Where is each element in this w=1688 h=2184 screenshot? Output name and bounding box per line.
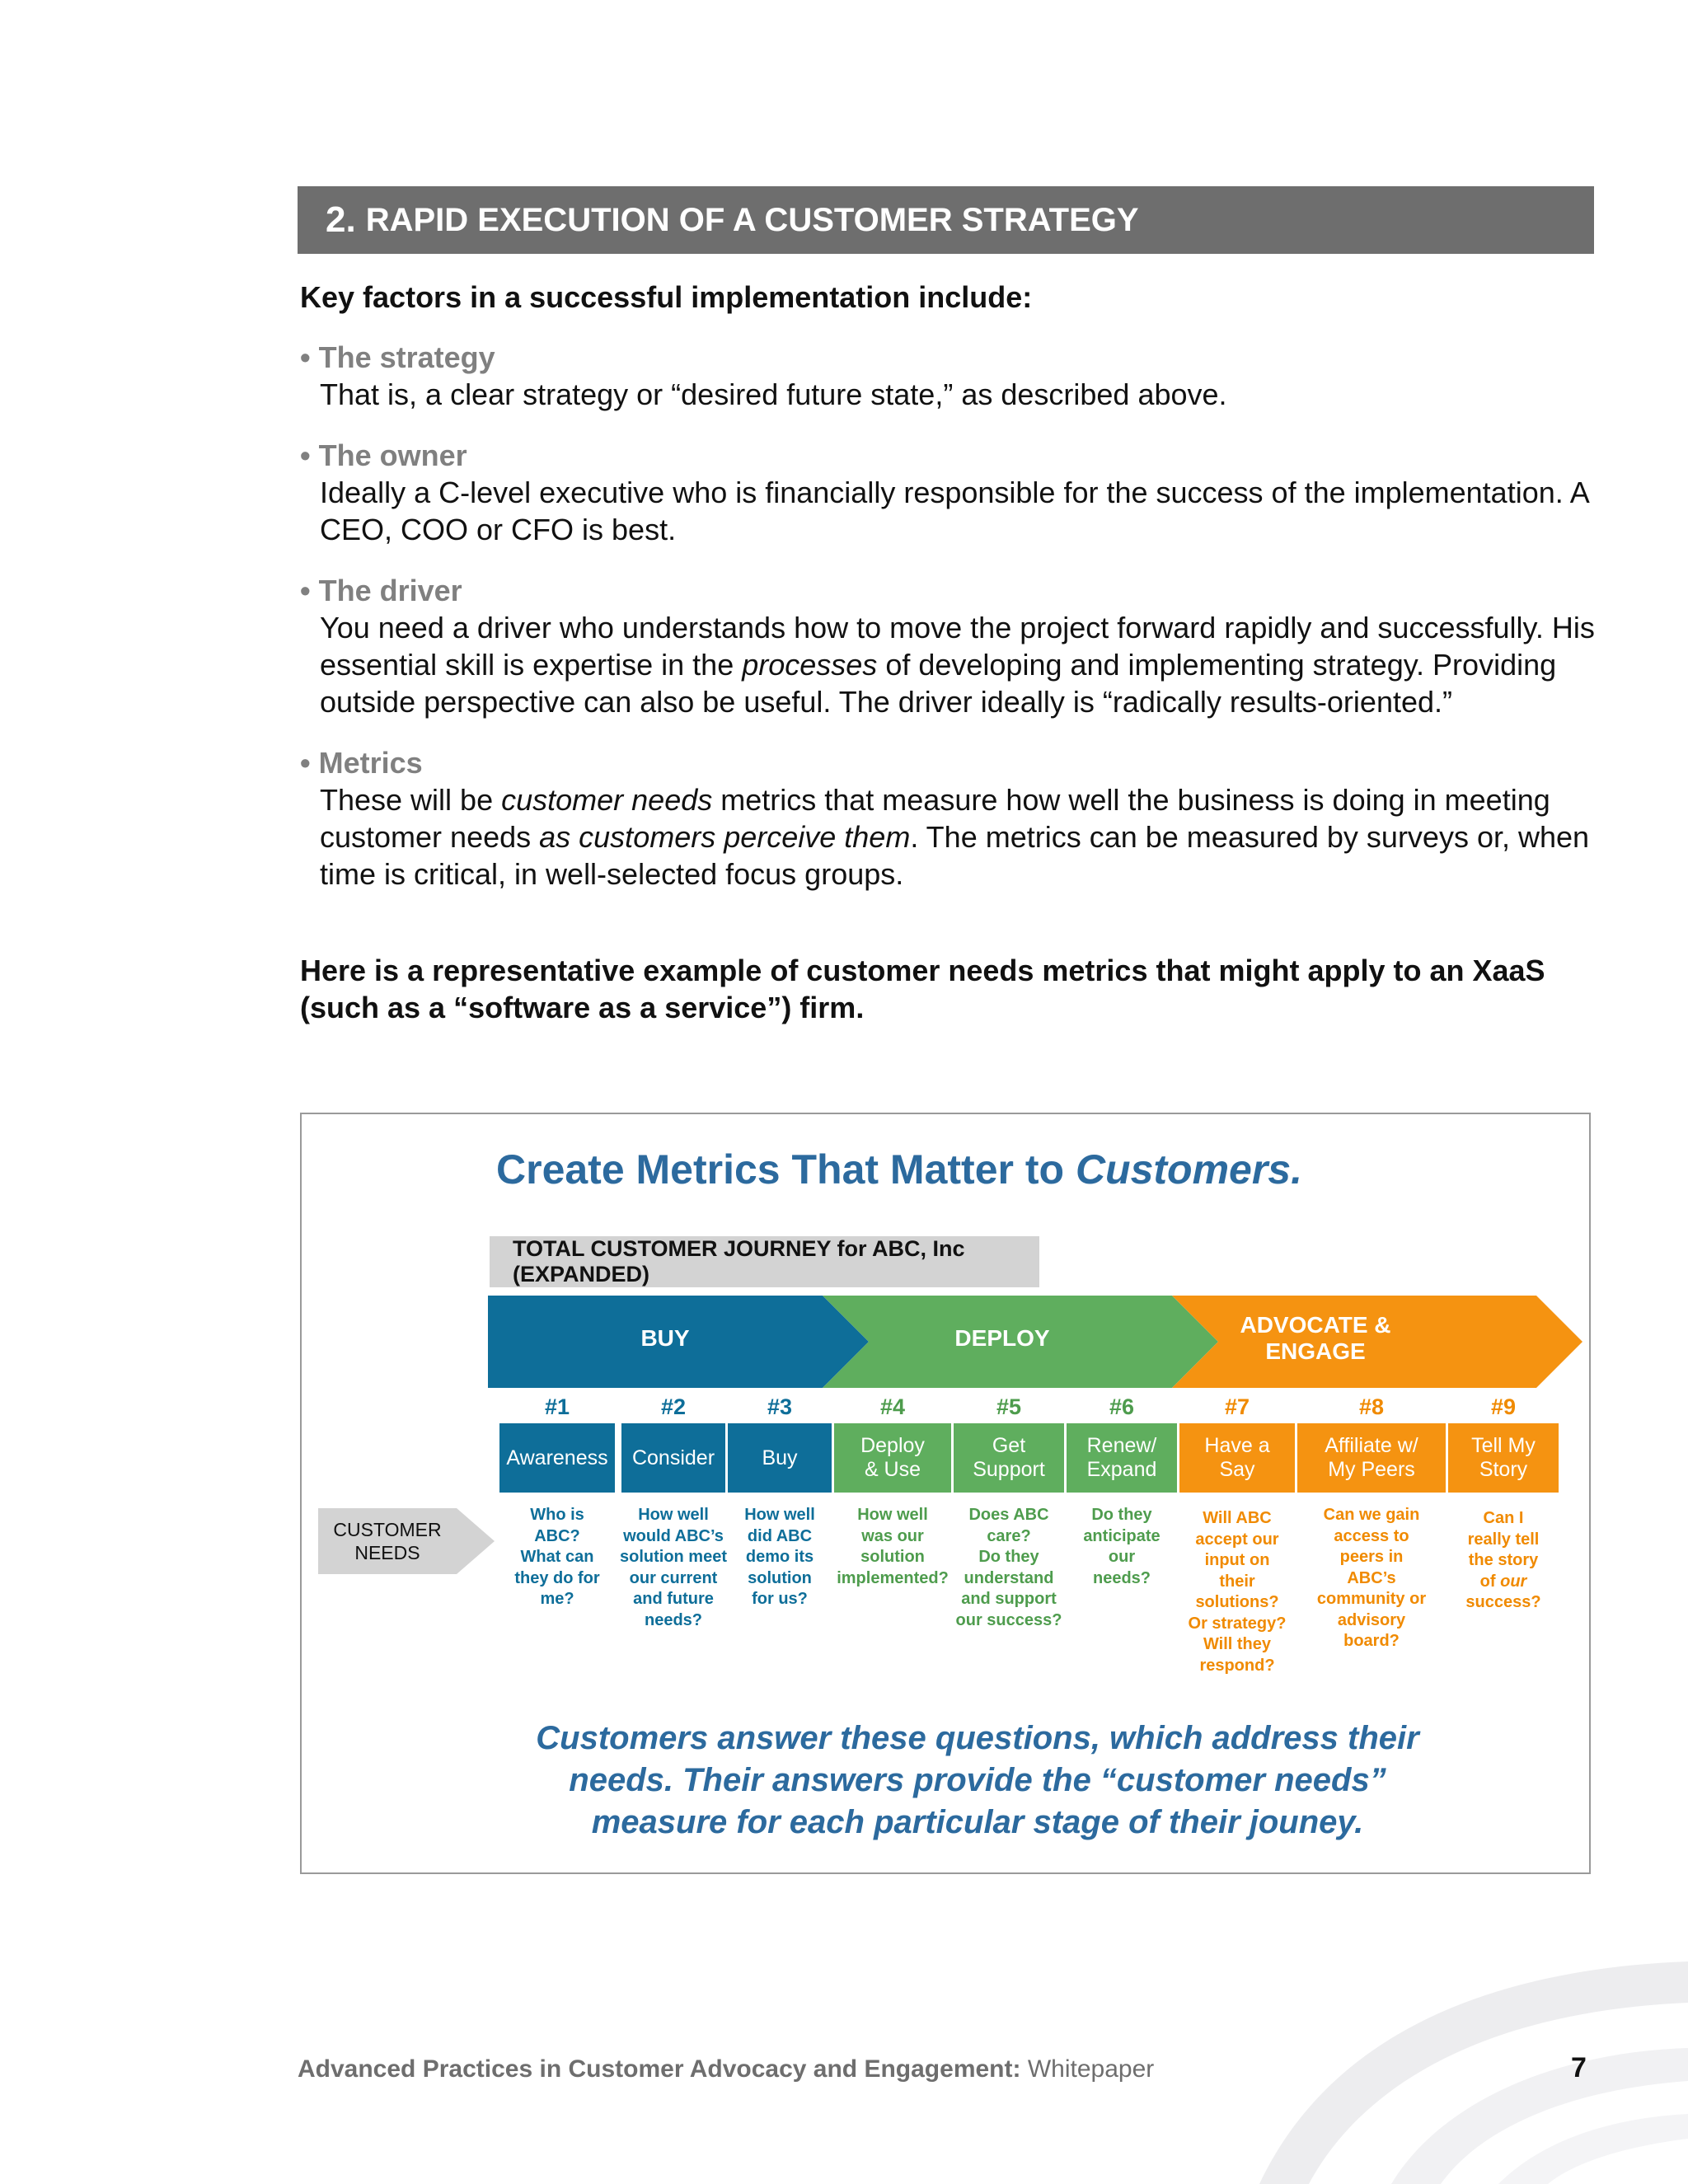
footer-subtitle: Whitepaper bbox=[1020, 2055, 1155, 2083]
factor-body-emphasis: processes bbox=[742, 648, 878, 682]
stage-label: Deploy bbox=[860, 1434, 925, 1457]
stage-question bbox=[1175, 1508, 1299, 1676]
figure-title-text: Create Metrics That Matter to bbox=[496, 1146, 1076, 1193]
question-emphasis: our bbox=[1500, 1572, 1527, 1591]
question-line: the story bbox=[1468, 1551, 1539, 1569]
caption-line: measure for each particular stage of their jouney. bbox=[591, 1804, 1364, 1840]
question-line: and future bbox=[633, 1590, 714, 1608]
question-line: What can bbox=[520, 1548, 594, 1566]
phase-label-advocate bbox=[1184, 1312, 1447, 1365]
stage-label: Awareness bbox=[506, 1446, 608, 1469]
body-content bbox=[300, 279, 1602, 1026]
stage-number: #6 bbox=[1109, 1394, 1135, 1419]
lead-heading: Key factors in a successful implementation include: bbox=[300, 280, 1033, 314]
stage-affiliate bbox=[1297, 1423, 1446, 1493]
question-line: really tell bbox=[1467, 1530, 1540, 1549]
section-number: 2. bbox=[326, 199, 356, 240]
question-line: Or strategy? bbox=[1188, 1614, 1287, 1633]
question-line: How well bbox=[857, 1506, 928, 1524]
stage-number: #7 bbox=[1224, 1394, 1250, 1419]
question-line: demo its bbox=[745, 1548, 814, 1566]
stage-number: #1 bbox=[544, 1394, 570, 1419]
question-line: care? bbox=[987, 1526, 1031, 1545]
question-line: Will they bbox=[1203, 1635, 1272, 1653]
stage-awareness bbox=[499, 1423, 615, 1493]
caption-line: Customers answer these questions, which address their bbox=[536, 1720, 1419, 1756]
question-line: ABC’s bbox=[1347, 1568, 1396, 1587]
factor-body-text: of developing and implementing strategy. Providing outside perspective can also be useful. The driver ideally is “radically results-oriented.” bbox=[320, 648, 1557, 719]
question-line: How well bbox=[638, 1506, 709, 1524]
question-line: access to bbox=[1334, 1526, 1409, 1545]
stage-label: Story bbox=[1479, 1458, 1528, 1481]
customer-needs-line: CUSTOMER bbox=[333, 1519, 442, 1540]
question-line: our current bbox=[629, 1568, 718, 1587]
journey-label: TOTAL CUSTOMER JOURNEY for ABC, Inc (EXPANDED) bbox=[490, 1236, 1039, 1287]
question-line: our success? bbox=[955, 1610, 1062, 1629]
question-line: advisory bbox=[1337, 1610, 1406, 1629]
figure-caption bbox=[483, 1718, 1472, 1844]
stage-label: Affiliate w/ bbox=[1325, 1434, 1418, 1457]
stage-question bbox=[498, 1505, 617, 1610]
question-line: accept our bbox=[1195, 1530, 1279, 1549]
factor-metrics bbox=[300, 745, 1602, 893]
question-line: Who is bbox=[530, 1506, 584, 1524]
question-line: Can we gain bbox=[1323, 1506, 1420, 1524]
question-line: would ABC’s bbox=[623, 1526, 724, 1545]
phase-label-buy: BUY bbox=[640, 1325, 690, 1351]
stage-question bbox=[829, 1505, 956, 1589]
question-line: Can I bbox=[1483, 1509, 1524, 1527]
figure-title-emphasis: Customers. bbox=[1075, 1146, 1303, 1193]
question-line: solution bbox=[860, 1548, 925, 1566]
stage-label: & Use bbox=[864, 1458, 921, 1481]
decorative-swoosh bbox=[1226, 1912, 1688, 2184]
factor-title: • The owner bbox=[300, 438, 467, 472]
stage-get-support bbox=[954, 1423, 1064, 1493]
caption-line: needs. Their answers provide the “customer needs” bbox=[569, 1762, 1386, 1798]
factor-title: • The strategy bbox=[300, 340, 495, 374]
factor-body-text: These will be bbox=[320, 783, 502, 817]
factor-body bbox=[300, 609, 1602, 720]
stage-question bbox=[953, 1505, 1065, 1631]
stage-question bbox=[612, 1505, 735, 1631]
question-line: needs? bbox=[644, 1610, 703, 1629]
customer-needs-arrow-icon bbox=[457, 1508, 495, 1574]
stage-label: My Peers bbox=[1328, 1458, 1415, 1481]
question-line: did ABC bbox=[747, 1526, 813, 1545]
stage-buy bbox=[728, 1423, 832, 1493]
stage-question bbox=[1297, 1505, 1446, 1652]
stage-number: #8 bbox=[1358, 1394, 1385, 1419]
figure-intro: Here is a representative example of customer needs metrics that might apply to an XaaS (such as a “software as a service”) firm. bbox=[300, 954, 1545, 1024]
factor-title: • The driver bbox=[300, 574, 462, 607]
phase-label-line: ENGAGE bbox=[1265, 1338, 1366, 1364]
stage-label: Tell My bbox=[1471, 1434, 1536, 1457]
question-line: solution bbox=[748, 1568, 812, 1587]
factor-owner bbox=[300, 438, 1602, 548]
question-line: anticipate bbox=[1083, 1526, 1160, 1545]
question-line: Do they bbox=[1091, 1506, 1152, 1524]
stage-label: Consider bbox=[631, 1446, 715, 1469]
stage-number: #3 bbox=[767, 1394, 793, 1419]
stage-number: #2 bbox=[660, 1394, 687, 1419]
customer-needs-label bbox=[318, 1508, 457, 1574]
customer-needs-line: NEEDS bbox=[354, 1542, 420, 1563]
question-line: for us? bbox=[752, 1590, 808, 1608]
question-line: respond? bbox=[1199, 1656, 1275, 1675]
stage-question bbox=[1448, 1508, 1559, 1614]
question-line: solutions? bbox=[1195, 1593, 1279, 1611]
phase-label-deploy: DEPLOY bbox=[954, 1325, 1050, 1351]
stage-label: Have a bbox=[1204, 1434, 1270, 1457]
stage-label: Say bbox=[1219, 1458, 1255, 1481]
question-line: of our bbox=[1479, 1572, 1527, 1591]
question-line: peers in bbox=[1339, 1548, 1404, 1566]
factor-body bbox=[300, 781, 1602, 893]
factor-body: That is, a clear strategy or “desired future state,” as described above. bbox=[320, 377, 1227, 411]
factor-body-text: You need a driver who understands how to move the project forward rapidly and successfully. His essential skill is expertise in the bbox=[320, 611, 1595, 682]
question-line: success? bbox=[1465, 1593, 1541, 1611]
question-line: board? bbox=[1343, 1632, 1400, 1650]
section-title: RAPID EXECUTION OF A CUSTOMER STRATEGY bbox=[365, 201, 1139, 238]
question-line: needs? bbox=[1092, 1568, 1151, 1587]
stage-question bbox=[728, 1505, 832, 1610]
factor-body-emphasis: as customers perceive them bbox=[539, 820, 911, 854]
stage-number: #4 bbox=[879, 1394, 906, 1419]
factor-strategy bbox=[300, 340, 1602, 413]
stage-label: Renew/ bbox=[1086, 1434, 1157, 1457]
question-line: solution meet bbox=[619, 1548, 727, 1566]
factor-body-emphasis: customer needs bbox=[501, 783, 713, 817]
question-line: their bbox=[1219, 1572, 1255, 1591]
question-line: Will ABC bbox=[1203, 1509, 1272, 1527]
stage-label: Support bbox=[973, 1458, 1045, 1481]
factor-title: • Metrics bbox=[300, 746, 423, 780]
question-line: community or bbox=[1316, 1590, 1427, 1608]
footer-title: Advanced Practices in Customer Advocacy and Engagement: bbox=[298, 2055, 1021, 2083]
question-line: our bbox=[1108, 1548, 1136, 1566]
question-line: Do they bbox=[978, 1548, 1039, 1566]
question-line: How well bbox=[744, 1506, 815, 1524]
question-line: me? bbox=[540, 1590, 574, 1608]
factor-driver bbox=[300, 573, 1602, 720]
factor-body: Ideally a C-level executive who is financially responsible for the success of the implementation. A CEO, COO or CFO is best. bbox=[320, 476, 1588, 546]
footer bbox=[298, 2055, 1154, 2083]
stage-label: Expand bbox=[1086, 1458, 1157, 1481]
question-line: implemented? bbox=[837, 1568, 949, 1587]
figure-title bbox=[496, 1146, 1302, 1193]
factor-body-text: . The metrics can be measured by surveys or, when time is critical, in well-selected focus groups. bbox=[320, 820, 1590, 891]
section-heading-bar bbox=[298, 186, 1594, 254]
stage-number: #9 bbox=[1490, 1394, 1517, 1419]
stage-renew-expand bbox=[1067, 1423, 1177, 1493]
stage-deploy-use bbox=[834, 1423, 951, 1493]
factor-body-text: metrics that measure how well the business is doing in meeting customer needs bbox=[320, 783, 1550, 854]
customer-journey-figure bbox=[300, 1113, 1591, 1874]
phase-label-line: ADVOCATE & bbox=[1240, 1312, 1391, 1338]
question-line: ABC? bbox=[534, 1526, 580, 1545]
question-line: was our bbox=[861, 1526, 924, 1545]
stage-label: Get bbox=[992, 1434, 1026, 1457]
question-line: and support bbox=[961, 1590, 1057, 1608]
stage-tell-my-story bbox=[1448, 1423, 1559, 1493]
stage-number: #5 bbox=[996, 1394, 1022, 1419]
question-line: Does ABC bbox=[968, 1506, 1049, 1524]
stage-have-a-say bbox=[1179, 1423, 1295, 1493]
question-line: they do for bbox=[514, 1568, 600, 1587]
stage-label: Buy bbox=[762, 1446, 798, 1469]
stage-question bbox=[1067, 1505, 1177, 1589]
stage-consider bbox=[621, 1423, 725, 1493]
question-line: understand bbox=[964, 1568, 1054, 1587]
page-number: 7 bbox=[1571, 2052, 1587, 2083]
question-line: input on bbox=[1204, 1551, 1270, 1569]
